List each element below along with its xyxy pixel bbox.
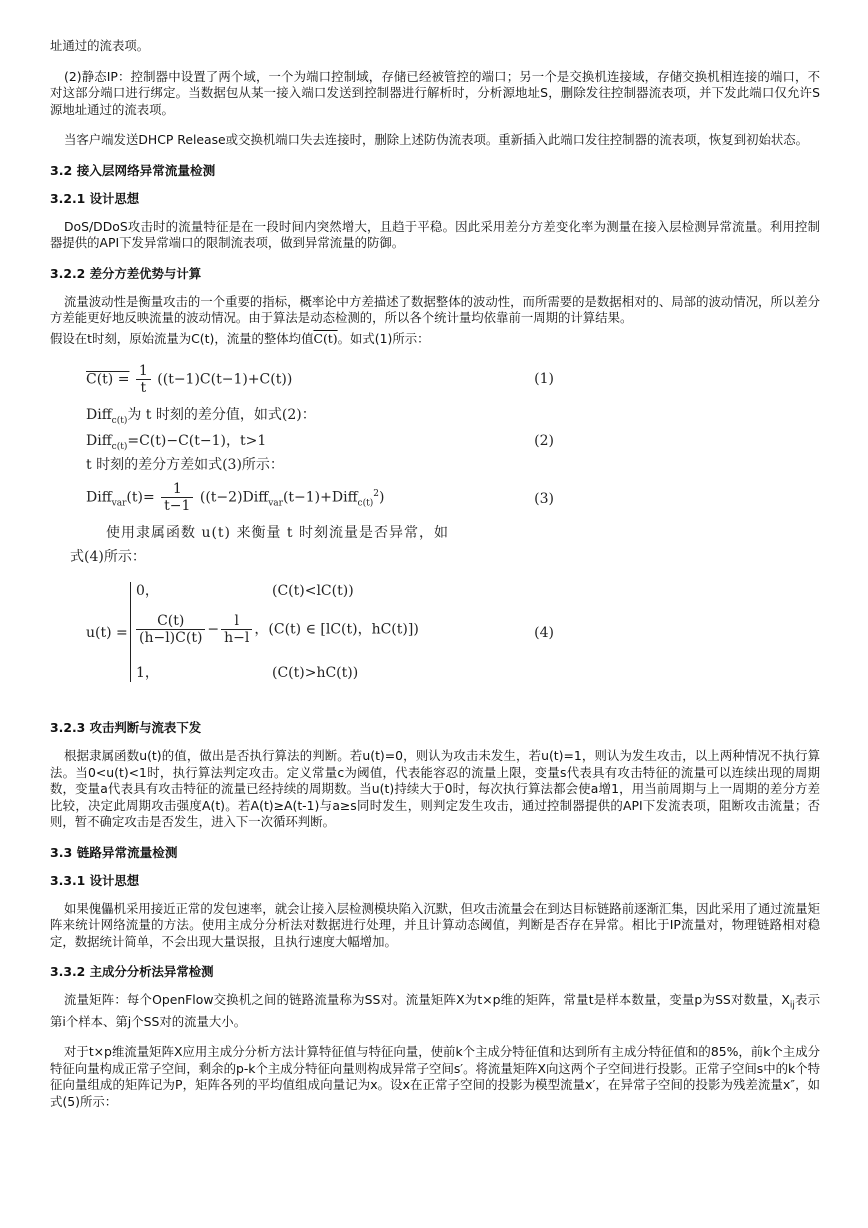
eq3-lhs: Diff: [86, 489, 112, 506]
subsection-heading: 3.2.3 攻击判断与流表下发: [50, 720, 202, 735]
eq3-sub: var: [111, 498, 127, 509]
eq4-lhs: u(t) =: [86, 625, 128, 641]
subsection-heading: 3.2.2 差分方差优势与计算: [50, 265, 202, 281]
eq3-rhs-sup: 2: [373, 488, 379, 499]
text: 表示第i个样本、第j个SS对的流量大小。: [50, 992, 820, 1029]
eq3-num: 1: [161, 481, 193, 498]
diff-definition: [86, 407, 316, 429]
formula-block: [70, 357, 554, 702]
diff-sub: c(t): [111, 415, 128, 426]
paragraph: [50, 992, 820, 1030]
equation-3: [86, 481, 384, 514]
eq3-den: t−1: [164, 498, 191, 514]
subscript: ij: [789, 1000, 795, 1011]
eq1-fraction: [136, 363, 151, 396]
paragraph: 根据隶属函数u(t)的值，做出是否执行算法的判断。若u(t)=0，则认为攻击未发生，若u(t)=1，则认为发生攻击，以上两种情况不执行算法。当0<u(t)<1时，执行算法判定攻击。定义常量c为阈值，代表能容忍的流量上限，变量s代表具有攻击特征的流量可以连续出现的周期数，变量a代表具有攻击特征的流量已经持续的周期数。当u(t)持续大于0时，每次执行算法都会使a增1，用当前周期与上一周期的差分方差比较，决定此周期攻击强度A(t)。若A(t)≥A(t-1)与a≥s同时发生，则判定发生攻击，通过控制器提供的API下发流表项，阻断攻击流量；否则，暂不确定攻击是否发生，进入下一次循环判断。: [50, 748, 820, 829]
eq1-rhs: ((t−1)C(t−1)+C(t)): [157, 371, 293, 388]
eq1-num: 1: [136, 363, 151, 380]
paragraph: DoS/DDoS攻击时的流量特征是在一段时间内突然增大，且趋于平稳。因此采用差分方差变化率为测量在接入层检测异常流量。利用控制器提供的API下发异常端口的限制流表项，做到异常流量的防御。: [50, 218, 820, 250]
text: 。如式(1)所示：: [337, 330, 430, 346]
case2-fraction: [221, 613, 252, 646]
subsection-heading: 3.2.1 设计思想: [50, 190, 140, 206]
equation-number: (4): [534, 625, 554, 641]
case-1-value: 0，: [136, 583, 159, 599]
equation-1: [86, 363, 292, 396]
eq3-fraction: [161, 481, 193, 514]
case2-minus: −: [207, 621, 220, 638]
eq3-mid: (t)=: [126, 489, 155, 506]
eq1-lhs: C(t) =: [86, 371, 130, 388]
paragraph: 流量波动性是衡量攻击的一个重要的指标，概率论中方差描述了数据整体的波动性，而所需要的是数据相对的、局部的波动情况，所以差分方差能更好地反映流量的波动情况。由于算法是动态检测的，所以各个统计量均依靠前一周期的计算结果。: [50, 293, 820, 325]
section-heading: 3.2 接入层网络异常流量检测: [50, 162, 216, 178]
paragraph: 当客户端发送DHCP Release或交换机端口失去连接时，删除上述防伪流表项。重新插入此端口发往控制器的流表项，恢复到初始状态。: [64, 132, 809, 147]
equation-number: (2): [534, 433, 554, 449]
eq2-sub: c(t): [111, 441, 128, 452]
case-3-value: 1，: [136, 665, 159, 681]
case-2: [134, 613, 419, 646]
eq3-rhs-sub: var: [268, 498, 283, 509]
eq2-lhs: Diff: [86, 433, 112, 449]
paper-page: [50, 38, 820, 1124]
eq3-rhs: (t−1)+Diff: [282, 489, 358, 506]
diff-rest: 为 t 时刻的差分值，如式(2)：: [127, 407, 316, 423]
equation-number: (1): [534, 371, 554, 387]
eq3-rhs: ): [378, 489, 385, 506]
case2-den: (h−l)C(t): [139, 630, 203, 646]
subsection-heading: 3.3.1 设计思想: [50, 872, 140, 888]
section-heading: 3.3 链路异常流量检测: [50, 844, 178, 860]
eq2-rhs: =C(t)−C(t−1)，t>1: [127, 433, 267, 449]
case2-fraction: [136, 613, 205, 646]
paragraph: 址通过的流表项。: [50, 38, 150, 53]
eq3-rhs-sub: c(t): [357, 498, 374, 509]
eq3-rhs: ((t−2)Diff: [199, 489, 269, 506]
paragraph: 对于t×p维流量矩阵X应用主成分分析方法计算特征值与特征向量，使前k个主成分特征值和达到所有主成分特征值和的85%，前k个主成分特征向量构成正常子空间，剩余的p-k个主成分特征向量则构成异常子空间s′。将流量矩阵X向这两个子空间进行投影。正常子空间s中的k个特征向量组成的矩阵记为P，矩阵各列的平均值组成向量记为x。设x在正常子空间的投影为模型流量x′，在异常子空间的投影为残差流量x″，如式(5)所示：: [50, 1044, 820, 1109]
mean-symbol: C(t): [313, 330, 338, 346]
membership-definition: 式(4)所示：: [70, 549, 146, 565]
diff-label: Diff: [86, 407, 112, 423]
case2-condition: ，(C(t) ∈ [lC(t)，hC(t)]): [254, 621, 419, 638]
var-definition: t 时刻的差分方差如式(3)所示：: [86, 457, 284, 473]
case2-num2: l: [221, 613, 252, 630]
case2-num: C(t): [136, 613, 205, 630]
paragraph: (2)静态IP：控制器中设置了两个域，一个为端口控制域，存储已经被管控的端口；另一个是交换机连接域，存储交换机相连接的端口，不对这部分端口进行绑定。当数据包从某一接入端口发送到控制器进行解析时，分析源地址S，删除发往控制器流表项，并下发此端口仅允许S源地址通过的流表项。: [50, 68, 820, 117]
subsection-heading: 3.3.2 主成分分析法异常检测: [50, 964, 214, 979]
case-3-condition: (C(t)>hC(t)): [272, 665, 359, 681]
equation-number: (3): [534, 491, 554, 507]
eq1-den: t: [140, 380, 147, 396]
case-1-condition: (C(t)<lC(t)): [272, 583, 354, 599]
equation-2: [86, 433, 266, 455]
case2-den2: h−l: [224, 630, 250, 646]
text: 流量矩阵：每个OpenFlow交换机之间的链路流量称为SS对。流量矩阵X为t×p维的矩阵，常量t是样本数量，变量p为SS对数量，X: [64, 992, 790, 1007]
paragraph: 如果傀儡机采用接近正常的发包速率，就会让接入层检测模块陷入沉默，但攻击流量会在到达目标链路前逐渐汇集，因此采用了通过流量矩阵来统计网络流量的方法。使用主成分分析法对数据进行处理，并且计算动态阈值，判断是否存在异常。相比于IP流量对，物理链路相对稳定，数据统计简单，不会出现大量误报，且执行速度大幅增加。: [50, 900, 820, 949]
paragraph: [50, 331, 820, 348]
text: 假设在t时刻，原始流量为C(t)，流量的整体均值: [50, 330, 314, 346]
membership-definition: 使用隶属函数 u(t) 来衡量 t 时刻流量是否异常，如: [106, 525, 449, 541]
